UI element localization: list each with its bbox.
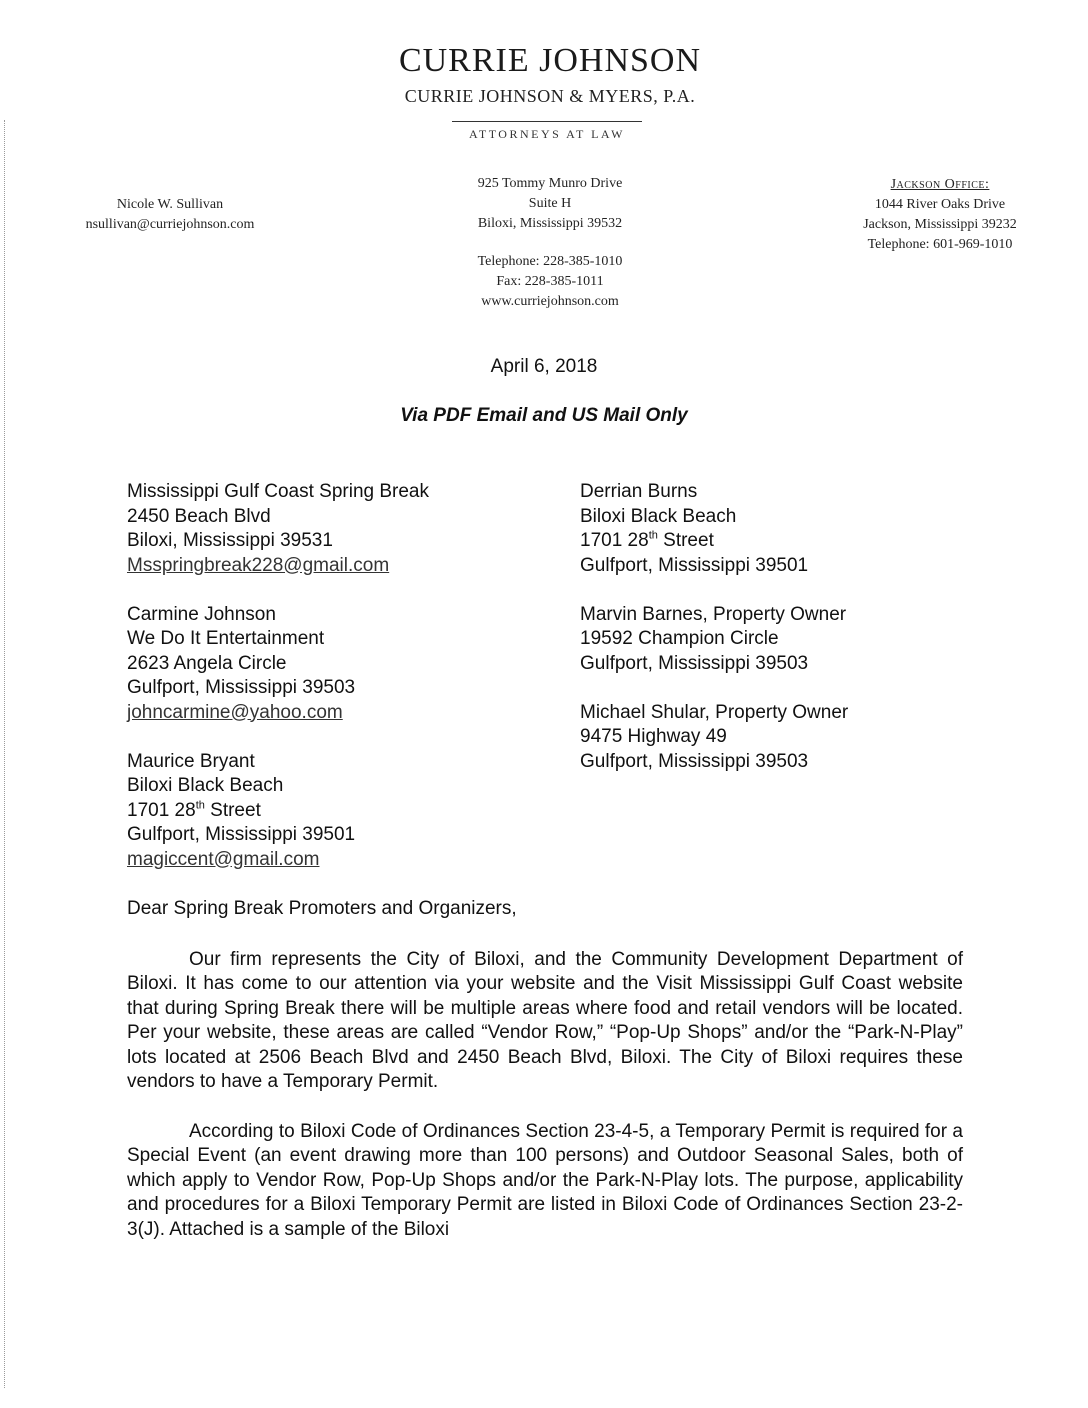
attorney-email[interactable]: nsullivan@curriejohnson.com — [85, 217, 255, 232]
body-paragraph-1: Our firm represents the City of Biloxi, and the Community Development Department of Biloxi. It has come to our attention via your website and the Visit Mississippi Gulf Coast website that during Spring Break there will be multiple areas where food and retail vendors will be located. Per your website, these areas are called “Vendor Row,” “Pop-Up Shops” and/or the “Park-N-Play” lots located at 2506 Beach Blvd and 2450 Beach Blvd, Biloxi. The City of Biloxi requires these vendors to have a Temporary Permit. — [127, 949, 963, 1093]
recipient-line: Gulfport, Mississippi 39503 — [127, 677, 356, 698]
jackson-office-telephone: Telephone: 601-969-1010 — [867, 237, 1013, 252]
attorney-name: Nicole W. Sullivan — [116, 197, 224, 212]
main-office-city: Biloxi, Mississippi 39532 — [477, 216, 623, 231]
scan-edge-dots — [4, 120, 5, 1388]
firm-full-name: CURRIE JOHNSON & MYERS, P.A. — [404, 86, 696, 106]
jackson-office-label: Jackson Office: — [890, 177, 990, 192]
recipient-line: Maurice Bryant — [127, 750, 255, 772]
recipient-line: 19592 Champion Circle — [580, 628, 779, 649]
recipient-line: Biloxi Black Beach — [580, 505, 737, 527]
main-office-address — [430, 174, 670, 312]
firm-tagline: ATTORNEYS AT LAW — [469, 127, 625, 141]
recipient-line: Carmine Johnson — [127, 603, 276, 625]
recipient-line: Michael Shular, Property Owner — [580, 701, 849, 723]
firm-website[interactable]: www.curriejohnson.com — [481, 294, 619, 309]
jackson-office-city: Jackson, Mississippi 39232 — [863, 217, 1017, 232]
attorney-info — [40, 195, 300, 235]
letter-date: April 6, 2018 — [490, 356, 598, 377]
jackson-office-street: 1044 River Oaks Drive — [874, 197, 1006, 212]
recipient-block — [127, 603, 547, 726]
recipient-line: Derrian Burns — [580, 481, 698, 502]
recipient-block — [580, 603, 1000, 677]
jackson-office-address — [820, 175, 1060, 255]
recipients-right-column — [580, 480, 1000, 799]
recipient-line: Marvin Barnes, Property Owner — [580, 603, 847, 625]
recipient-line: 9475 Highway 49 — [580, 726, 727, 747]
recipient-line: Gulfport, Mississippi 39503 — [580, 652, 809, 674]
recipients-left-column — [127, 480, 547, 897]
recipient-block — [127, 750, 547, 873]
recipient-line: Biloxi Black Beach — [127, 775, 284, 796]
recipient-email[interactable]: magiccent@gmail.com — [127, 848, 320, 870]
letterhead-divider — [452, 121, 642, 122]
delivery-method: Via PDF Email and US Mail Only — [400, 405, 688, 426]
recipient-street: 1701 28th Street — [127, 799, 261, 821]
recipient-block — [127, 480, 547, 578]
recipient-block — [580, 701, 1000, 775]
main-office-telephone: Telephone: 228-385-1010 — [477, 254, 623, 269]
recipient-email[interactable]: johncarmine@yahoo.com — [127, 701, 343, 723]
recipient-line: 2450 Beach Blvd — [127, 505, 271, 527]
main-office-suite: Suite H — [528, 196, 572, 211]
recipient-street: 1701 28th Street — [580, 529, 714, 551]
recipient-line: Biloxi, Mississippi 39531 — [127, 530, 333, 551]
main-office-street: 925 Tommy Munro Drive — [477, 176, 623, 191]
recipient-line: Gulfport, Mississippi 39503 — [580, 750, 809, 772]
main-office-fax: Fax: 228-385-1011 — [496, 274, 604, 289]
recipient-line: 2623 Angela Circle — [127, 652, 287, 674]
recipient-email[interactable]: Msspringbreak228@gmail.com — [127, 554, 390, 576]
recipient-line: We Do It Entertainment — [127, 628, 325, 649]
recipient-line: Gulfport, Mississippi 39501 — [580, 554, 809, 576]
recipient-line: Mississippi Gulf Coast Spring Break — [127, 481, 429, 502]
body-paragraph-2: According to Biloxi Code of Ordinances Section 23-4-5, a Temporary Permit is required for a Special Event (an event drawing more than 100 persons) and Outdoor Seasonal Sales, both of which apply to Vendor Row, Pop-Up Shops and/or the Park-N-Play lots. The purpose, applicability and procedures for a Biloxi Temporary Permit are listed in Biloxi Code of Ordinances Section 23-2-3(J). Attached is a sample of the Biloxi — [127, 1121, 963, 1240]
firm-name: CURRIE JOHNSON — [398, 42, 702, 79]
recipient-block — [580, 480, 1000, 578]
recipient-line: Gulfport, Mississippi 39501 — [127, 824, 356, 845]
salutation: Dear Spring Break Promoters and Organizers, — [127, 898, 517, 919]
